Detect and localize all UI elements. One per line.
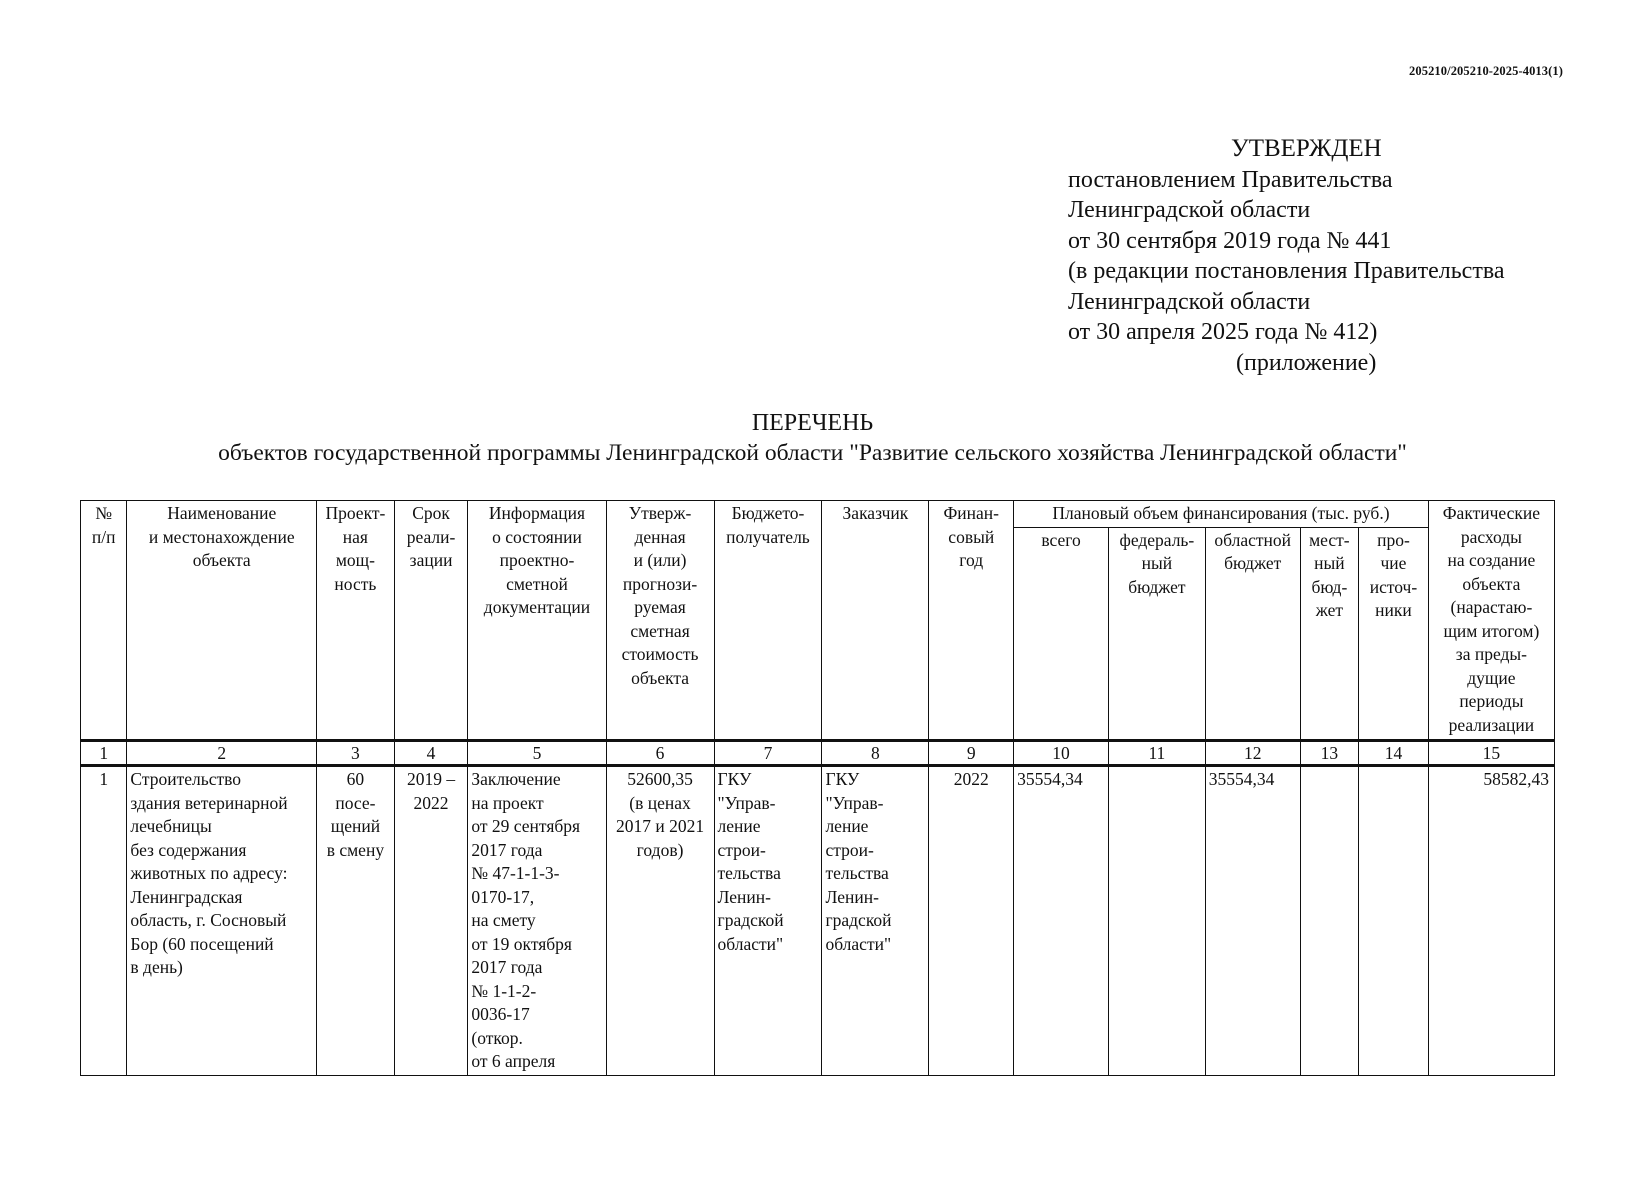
header-term: Срок реали- зации (394, 501, 468, 741)
header-customer: Заказчик (822, 501, 929, 741)
cell-design-docs: Заключение на проект от 29 сентября 2017 года № 47-1-1-3- 0170-17, на смету от 19 октября 2017 года № 1-1-2- 0036-17 (откор. от 6 апреля (468, 766, 606, 1076)
approval-line: (в редакции постановления Правительства (1068, 258, 1505, 284)
cell-recipient: ГКУ "Управ- ление строи- тельства Ленин- градской области" (714, 766, 822, 1076)
cell-cost: 52600,35 (в ценах 2017 и 2021 годов) (606, 766, 714, 1076)
header-planned-group: Плановый объем финансирования (тыс. руб.) (1014, 501, 1429, 528)
approval-line: постановлением Правительства (1068, 166, 1393, 193)
column-number: 1 (81, 741, 127, 766)
header-total: всего (1014, 527, 1109, 741)
cell-other (1359, 766, 1429, 1076)
header-row (81, 501, 1555, 528)
header-actual: Фактические расходы на создание объекта (нарастаю- щим итогом) за преды- дущие периоды реализации (1428, 501, 1554, 741)
column-number: 6 (606, 741, 714, 766)
cell-term: 2019 – 2022 (394, 766, 468, 1076)
column-number: 11 (1108, 741, 1205, 766)
approval-line: Ленинградской области (1068, 288, 1311, 315)
column-number: 3 (317, 741, 395, 766)
cell-no: 1 (81, 766, 127, 1076)
column-number: 2 (127, 741, 317, 766)
header-no: № п/п (81, 501, 127, 741)
header-fin-year: Финан- совый год (929, 501, 1014, 741)
column-number: 14 (1359, 741, 1429, 766)
header-recipient: Бюджето- получатель (714, 501, 822, 741)
cell-capacity: 60 посе- щений в смену (317, 766, 395, 1076)
approval-block (1068, 134, 1588, 378)
column-number: 12 (1205, 741, 1300, 766)
column-number: 15 (1428, 741, 1554, 766)
approval-line: Ленинградской области (1068, 197, 1311, 223)
column-number: 10 (1014, 741, 1109, 766)
approval-title: УТВЕРЖДЕН (1231, 135, 1382, 162)
cell-actual: 58582,43 (1428, 766, 1554, 1076)
header-design-docs: Информация о состоянии проектно- сметной документации (468, 501, 606, 741)
heading-title: ПЕРЕЧЕНЬ (751, 410, 874, 436)
cell-regional: 35554,34 (1205, 766, 1300, 1076)
column-number: 4 (394, 741, 468, 766)
header-name: Наименование и местонахождение объекта (127, 501, 317, 741)
header-federal: федераль- ный бюджет (1108, 527, 1205, 741)
column-number: 8 (822, 741, 929, 766)
approval-appendix: (приложение) (1236, 349, 1377, 376)
cell-name: Строительство здания ветеринарной лечебницы без содержания животных по адресу: Ленинградская область, г. Сосновый Бор (60 посещений в день) (127, 766, 317, 1076)
header-capacity: Проект- ная мощ- ность (317, 501, 395, 741)
cell-fin-year: 2022 (929, 766, 1014, 1076)
document-heading (0, 408, 1625, 468)
approval-line: от 30 апреля 2025 года № 412) (1068, 319, 1378, 345)
cell-federal (1108, 766, 1205, 1076)
header-other: про- чие источ- ники (1359, 527, 1429, 741)
column-number: 9 (929, 741, 1014, 766)
objects-table (80, 500, 1555, 1076)
header-regional: областной бюджет (1205, 527, 1300, 741)
approval-line: от 30 сентября 2019 года № 441 (1068, 227, 1392, 254)
column-number: 7 (714, 741, 822, 766)
cell-total: 35554,34 (1014, 766, 1109, 1076)
column-number: 5 (468, 741, 606, 766)
cell-local (1300, 766, 1359, 1076)
header-cost: Утверж- денная и (или) прогнози- руемая сметная стоимость объекта (606, 501, 714, 741)
header-local: мест- ный бюд- жет (1300, 527, 1359, 741)
heading-subtitle: объектов государственной программы Ленинградской области "Развитие сельского хозяйства Ленинградской области" (218, 440, 1407, 466)
table-row (81, 766, 1555, 1076)
column-number: 13 (1300, 741, 1359, 766)
column-numbers-row (81, 741, 1555, 766)
document-id: 205210/205210-2025-4013(1) (1409, 64, 1563, 78)
cell-customer: ГКУ "Управ- ление строи- тельства Ленин- градской области" (822, 766, 929, 1076)
